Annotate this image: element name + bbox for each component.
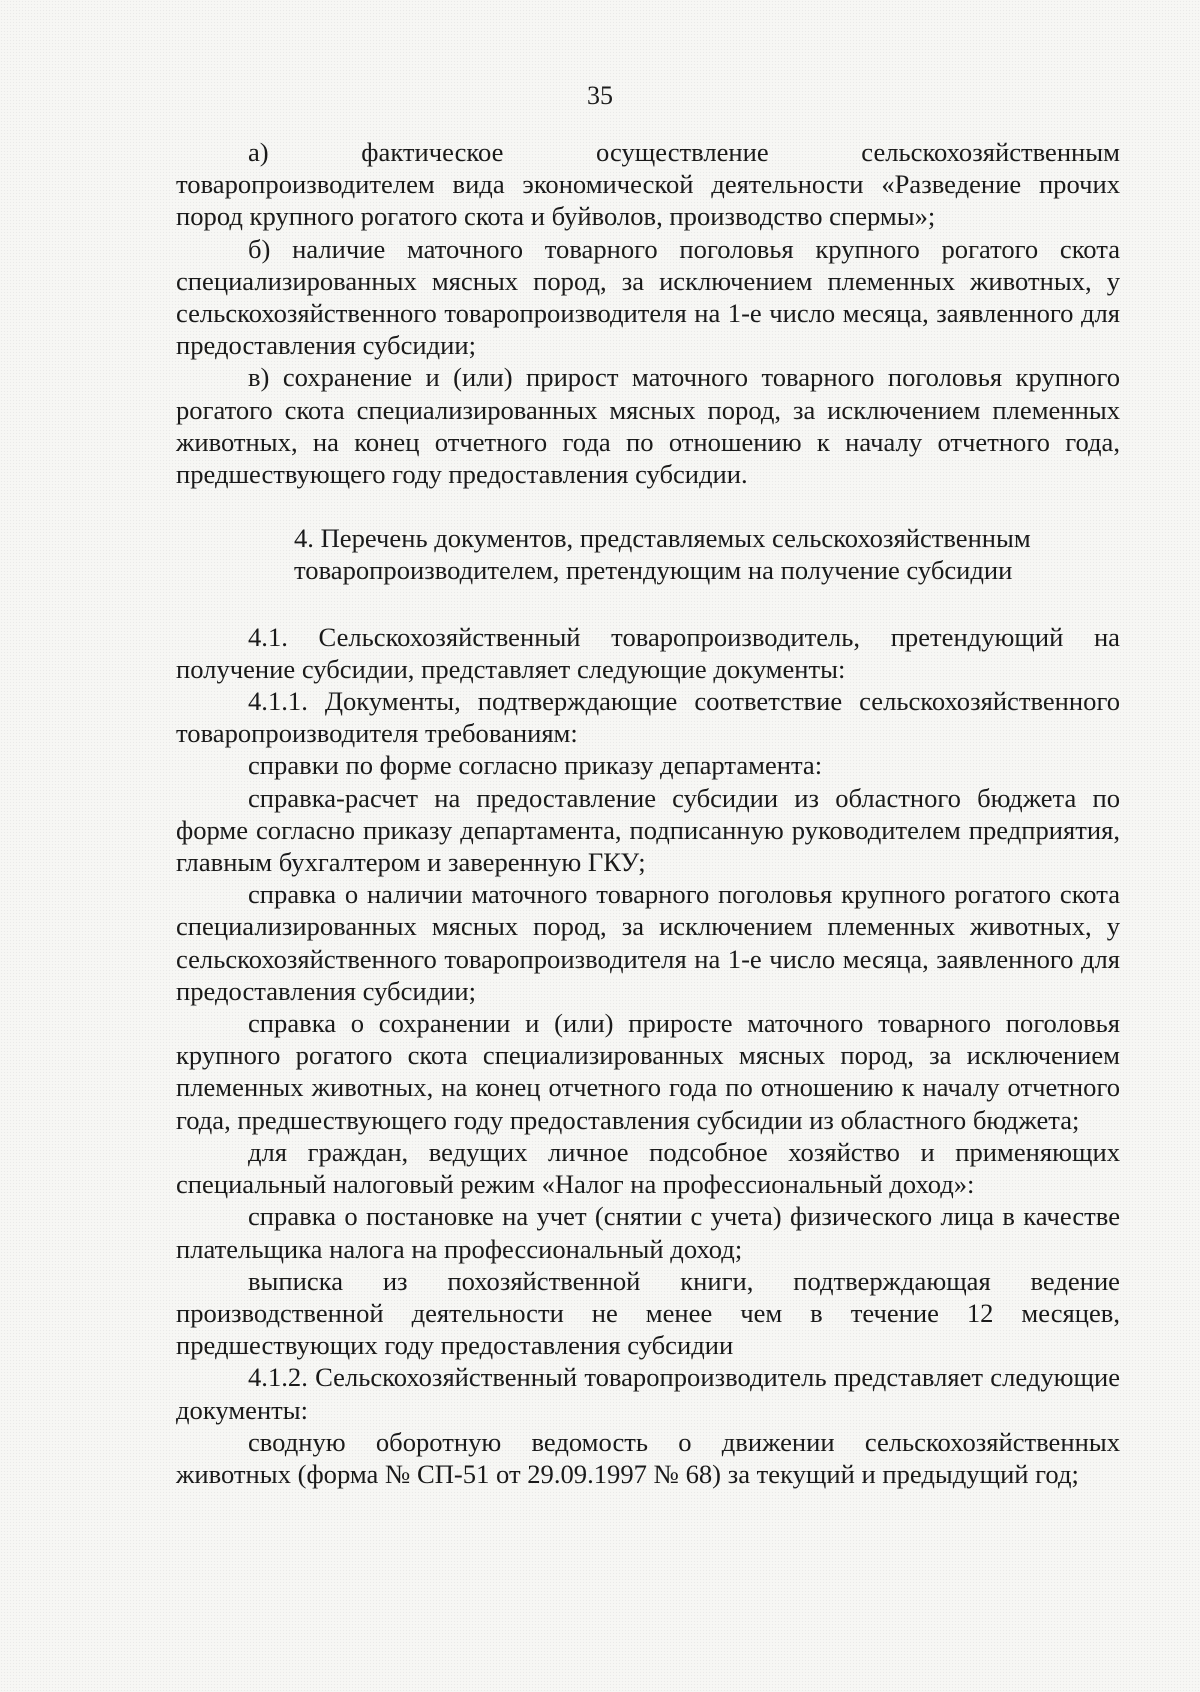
paragraph-turnover-statement: сводную оборотную ведомость о движении сельскохозяйственных животных (форма № СП-51 от 29.09.1997 № 68) за текущий и предыдущий год;: [176, 1426, 1120, 1489]
paragraph-calculation-certificate: справка-расчет на предоставление субсидии из областного бюджета по форме согласно приказу департамента, подписанную руководителем предприятия, главным бухгалтером и заверенную ГКУ;: [176, 782, 1120, 878]
paragraph-tax-certificate: справка о постановке на учет (снятии с учета) физического лица в качестве плательщика налога на профессиональный доход;: [176, 1201, 1120, 1264]
page-number: 35: [587, 81, 613, 110]
section-heading: [176, 522, 1120, 586]
paragraph-livestock-certificate: справка о наличии маточного товарного поголовья крупного рогатого скота специализированных мясных пород, за исключением племенных животных, у сельскохозяйственного товаропроизводителя на 1-е число месяца, заявленного для предоставления субсидии;: [176, 879, 1120, 1006]
paragraph-4-1-2: 4.1.2. Сельскохозяйственный товаропроизводитель представляет следующие документы:: [176, 1362, 1120, 1425]
paragraph-citizens-intro: для граждан, ведущих личное подсобное хозяйство и применяющих специальный налоговый режим «Налог на профессиональный доход»:: [176, 1136, 1120, 1200]
paragraph-4-1: 4.1. Сельскохозяйственный товаропроизводитель, претендующий на получение субсидии, представляет следующие документы:: [176, 621, 1120, 684]
paragraph-household-extract: выписка из похозяйственной книги, подтверждающая ведение производственной деятельности не менее чем в течение 12 месяцев, предшествующих году предоставления субсидии: [176, 1265, 1120, 1361]
section-heading-line-2: товаропроизводителем, претендующим на получение субсидии: [294, 555, 1013, 586]
paragraph-c: в) сохранение и (или) прирост маточного товарного поголовья крупного рогатого скота специализированных мясных пород, за исключением племенных животных, на конец отчетного года по отношению к началу отчетного года, предшествующего году предоставления субсидии.: [176, 362, 1120, 490]
section-heading-line-1: 4. Перечень документов, представляемых сельскохозяйственным: [294, 523, 1031, 554]
paragraph-a: а) фактическое осуществление сельскохозяйственным товаропроизводителем вида экономической деятельности «Разведение прочих пород крупного рогатого скота и буйволов, производство спермы»;: [176, 137, 1120, 232]
paragraph-growth-certificate: справка о сохранении и (или) приросте маточного товарного поголовья крупного рогатого скота специализированных мясных пород, за исключением племенных животных, на конец отчетного года по отношению к началу отчетного года, предшествующего году предоставления субсидии из областного бюджета;: [176, 1008, 1120, 1135]
document-body: [176, 136, 1120, 1490]
paragraph-certificates-intro: справки по форме согласно приказу департамента:: [248, 750, 823, 781]
paragraph-b: б) наличие маточного товарного поголовья крупного рогатого скота специализированных мясных пород, за исключением племенных животных, у сельскохозяйственного товаропроизводителя на 1-е число месяца, заявленного для предоставления субсидии;: [176, 233, 1120, 361]
paragraph-4-1-1: 4.1.1. Документы, подтверждающие соответствие сельскохозяйственного товаропроизводителя требованиям:: [176, 686, 1120, 749]
